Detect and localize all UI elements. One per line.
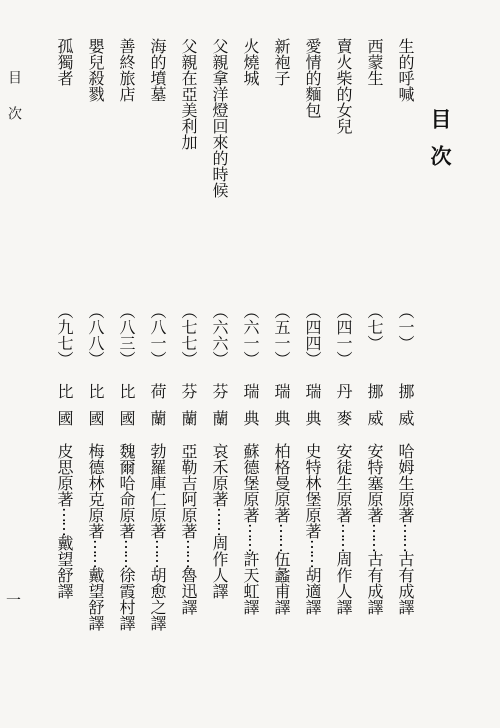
entry-page: （八八） [86,303,105,367]
leader-dots: ⋯⋯ [396,523,415,551]
entry-country: 比國 [55,383,74,437]
entry-title: 嬰兒殺戮 [86,38,105,102]
entry-title: 生的呼喊 [396,38,415,102]
toc-entry[interactable] [333,38,353,704]
leader-dots: ⋯⋯ [210,507,229,535]
entry-page: （四一） [334,303,353,367]
entry-title: 父親拿洋燈回來的時候 [210,38,229,198]
entry-page: （四四） [303,303,322,367]
toc-entry[interactable] [364,38,384,704]
leader-dots: ⋯⋯ [272,523,291,551]
toc-entry[interactable] [209,38,229,704]
toc-entry[interactable] [178,38,198,704]
entry-title: 孤獨者 [55,38,74,86]
entry-page: （五一） [272,303,291,367]
toc-entry[interactable] [147,38,167,704]
entry-country: 比國 [117,383,136,437]
page-title: 目次 [428,108,453,182]
leader-dots: ⋯⋯ [148,539,167,567]
entry-country: 芬蘭 [179,383,198,437]
entry-page: （一） [396,303,415,351]
leader-dots: ⋯⋯ [365,523,384,551]
entry-author: 哈姆生原著⋯⋯古有成譯 [396,443,415,615]
page-number: 一 [4,592,22,607]
entry-country: 荷蘭 [148,383,167,437]
entry-author: 蘇德堡原著⋯⋯許天虹譯 [241,443,260,615]
entry-author: 亞勒吉阿原著⋯⋯魯迅譯 [179,443,198,615]
entry-country: 芬蘭 [210,383,229,437]
entry-country: 丹麥 [334,383,353,437]
entry-country: 瑞典 [303,383,322,437]
entry-author: 梅德林克原著⋯⋯戴望舒譯 [86,443,105,631]
entry-title: 愛情的麵包 [303,38,322,118]
leader-dots: ⋯⋯ [303,539,322,567]
entry-title: 賣火柴的女兒 [334,38,353,134]
entry-page: （六一） [241,303,260,367]
entry-country: 比國 [86,383,105,437]
entry-author: 皮思原著⋯⋯戴望舒譯 [55,443,74,599]
entry-title: 火燒城 [241,38,260,86]
leader-dots: ⋯⋯ [334,523,353,551]
leader-dots: ⋯⋯ [86,539,105,567]
entry-page: （八一） [148,303,167,367]
entry-author: 哀禾原著⋯⋯周作人譯 [210,443,229,599]
entry-author: 史特林堡原著⋯⋯胡適譯 [303,443,322,615]
entry-author: 安徒生原著⋯⋯周作人譯 [334,443,353,615]
leader-dots: ⋯⋯ [179,539,198,567]
entry-author: 勃羅庫仁原著⋯⋯胡愈之譯 [148,443,167,631]
entry-title: 善終旅店 [117,38,136,102]
entry-title: 新袍子 [272,38,291,86]
entry-country: 瑞典 [241,383,260,437]
toc-entry[interactable] [395,38,415,704]
entry-country: 挪威 [365,383,384,437]
entry-page: （七） [365,303,384,351]
leader-dots: ⋯⋯ [241,523,260,551]
entry-title: 海的墳墓 [148,38,167,102]
entry-page: （六六） [210,303,229,367]
toc-entry[interactable] [116,38,136,704]
entry-author: 魏爾哈命原著⋯⋯徐霞村譯 [117,443,136,631]
entry-author: 柏格曼原著⋯⋯伍蠡甫譯 [272,443,291,615]
toc-entry[interactable] [240,38,260,704]
entry-country: 瑞典 [272,383,291,437]
toc-entry[interactable] [271,38,291,704]
entry-title: 父親在亞美利加 [179,38,198,150]
toc-entry[interactable] [302,38,322,704]
entry-page: （八三） [117,303,136,367]
toc-entry[interactable] [85,38,105,704]
entry-page: （九七） [55,303,74,367]
running-header: 目次 [6,70,22,142]
leader-dots: ⋯⋯ [55,507,74,535]
entry-country: 挪威 [396,383,415,437]
toc-entry[interactable] [54,38,74,704]
entry-page: （七七） [179,303,198,367]
leader-dots: ⋯⋯ [117,539,136,567]
entry-author: 安特塞原著⋯⋯古有成譯 [365,443,384,615]
entry-title: 西蒙生 [365,38,384,86]
